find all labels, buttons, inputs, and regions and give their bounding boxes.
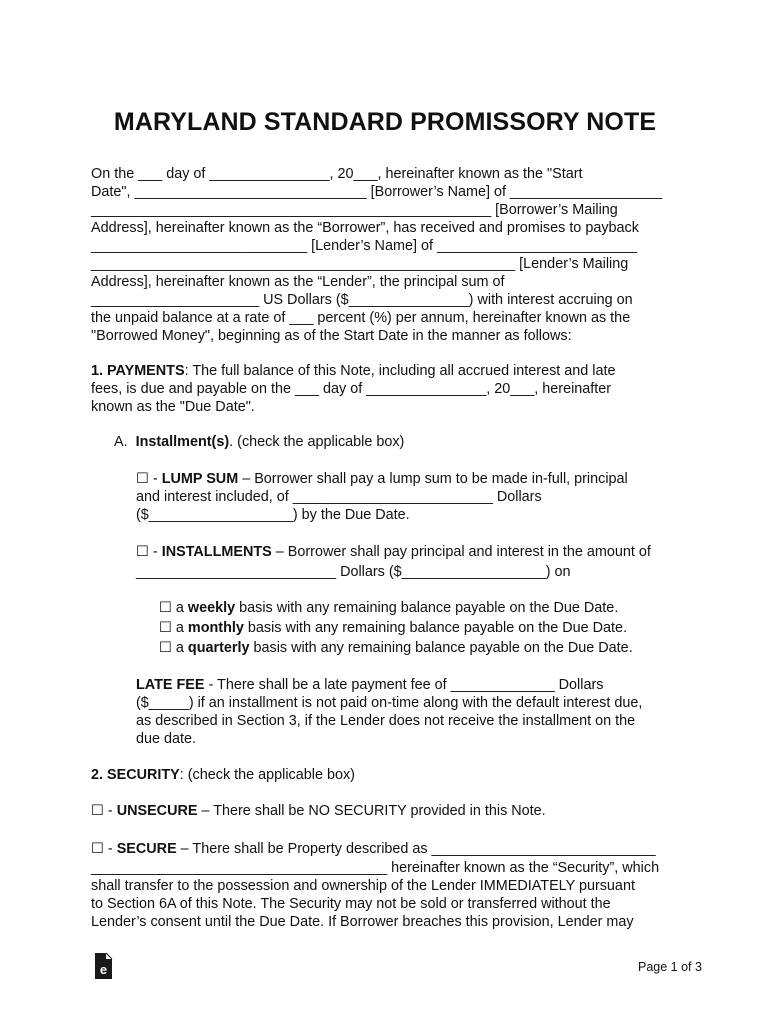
text-line-intro-8 [91, 291, 633, 309]
bold-text: SECURE [116, 841, 177, 857]
bold-text: weekly [187, 600, 236, 616]
text-line-secure-2 [91, 859, 659, 877]
text-line-late-3 [136, 712, 635, 730]
text-line-inst-1 [136, 543, 651, 561]
text-segment: Address], hereinafter known as the “Lender”, the principal sum of [91, 274, 505, 290]
text-segment: Lender’s consent until the Due Date. If Borrower breaches this provision, Lender may [91, 914, 634, 930]
text-line-lump-3 [136, 506, 410, 524]
text-segment: "Borrowed Money", beginning as of the Start Date in the manner as follows: [91, 328, 572, 344]
text-segment: basis with any remaining balance payable on the Due Date. [249, 640, 633, 656]
text-line-lump-1 [136, 470, 628, 488]
text-segment: – Borrower shall pay a lump sum to be made in-full, principal [238, 471, 628, 487]
text-line-secure-4 [91, 895, 611, 913]
text-segment: shall transfer to the possession and ownership of the Lender IMMEDIATELY pursuant [91, 878, 635, 894]
bold-text: LATE FEE [136, 677, 205, 693]
text-line-inst-2 [136, 563, 571, 581]
text-line-intro-1 [91, 165, 583, 183]
text-segment: : The full balance of this Note, including all accrued interest and late [184, 363, 616, 379]
text-segment: - There shall be a late payment fee of _____________ Dollars [204, 677, 604, 693]
text-segment: ☐ a [159, 640, 188, 656]
bold-text: quarterly [187, 640, 250, 656]
text-segment: ($__________________) by the Due Date. [136, 507, 410, 523]
bold-text: INSTALLMENTS [161, 544, 272, 560]
text-segment: _________________________ Dollars ($__________________) on [136, 564, 571, 580]
text-segment: – Borrower shall pay principal and interest in the amount of [271, 544, 651, 560]
text-segment: Address], hereinafter known as the “Borrower”, has received and promises to payback [91, 220, 639, 236]
text-segment: the unpaid balance at a rate of ___ percent (%) per annum, hereinafter known as the [91, 310, 631, 326]
eforms-logo-icon [92, 952, 114, 980]
text-line-payments-2 [91, 380, 611, 398]
text-line-payments-3 [91, 398, 255, 416]
bold-text: 1. PAYMENTS [91, 363, 185, 379]
text-segment: ☐ - [136, 544, 162, 560]
text-segment: – There shall be Property described as ____________________________ [176, 841, 656, 857]
text-line-late-4 [136, 730, 196, 748]
bold-text: Installment(s) [135, 434, 230, 450]
text-line-monthly [159, 619, 627, 637]
svg-text:e: e [99, 962, 108, 977]
text-segment: _____________________ US Dollars ($_______________) with interest accruing on [91, 292, 633, 308]
text-segment: as described in Section 3, if the Lender does not receive the installment on the [136, 713, 636, 729]
text-segment: ☐ a [159, 620, 188, 636]
bold-text: UNSECURE [116, 803, 198, 819]
text-segment: to Section 6A of this Note. The Security may not be sold or transferred without the [91, 896, 611, 912]
text-line-intro-10 [91, 327, 572, 345]
text-line-weekly [159, 599, 618, 617]
text-segment: due date. [136, 731, 197, 747]
page-number: Page 1 of 3 [638, 960, 702, 974]
text-segment: On the ___ day of _______________, 20___, hereinafter known as the "Start [91, 166, 583, 182]
text-line-lump-2 [136, 488, 542, 506]
text-line-intro-6 [91, 255, 628, 273]
text-line-intro-2 [91, 183, 662, 201]
text-segment: : (check the applicable box) [179, 767, 355, 783]
text-segment: _____________________________________ hereinafter known as the “Security”, which [91, 860, 660, 876]
text-segment: known as the "Due Date". [91, 399, 255, 415]
text-segment: ☐ a [159, 600, 188, 616]
text-segment: ☐ - [91, 803, 117, 819]
text-segment: ☐ - [91, 841, 117, 857]
text-line-unsecure [91, 802, 546, 820]
page-title: MARYLAND STANDARD PROMISSORY NOTE [113, 108, 657, 136]
text-line-security-head [91, 766, 355, 784]
text-segment: . (check the applicable box) [229, 434, 405, 450]
text-segment: fees, is due and payable on the ___ day of _______________, 20___, hereinafter [91, 381, 612, 397]
text-line-secure-5 [91, 913, 634, 931]
text-segment: ___________________________ [Lender’s Name] of _________________________ [91, 238, 638, 254]
text-line-intro-9 [91, 309, 630, 327]
text-line-late-1 [136, 676, 603, 694]
text-line-late-2 [136, 694, 642, 712]
text-segment: and interest included, of _________________________ Dollars [136, 489, 542, 505]
text-line-intro-3 [91, 201, 618, 219]
text-line-payments-1 [91, 362, 616, 380]
text-segment: __________________________________________________ [Borrower’s Mailing [91, 202, 618, 218]
text-line-secure-1 [91, 840, 656, 858]
text-segment: basis with any remaining balance payable on the Due Date. [243, 620, 628, 636]
text-segment: ☐ - [136, 471, 162, 487]
text-line-quarterly [159, 639, 633, 657]
bold-text: 2. SECURITY [91, 767, 180, 783]
text-segment: _____________________________________________________ [Lender’s Mailing [91, 256, 629, 272]
text-line-secure-3 [91, 877, 635, 895]
text-segment: Date", _____________________________ [Borrower’s Name] of ___________________ [91, 184, 663, 200]
text-line-intro-7 [91, 273, 505, 291]
text-line-intro-4 [91, 219, 639, 237]
text-segment: basis with any remaining balance payable on the Due Date. [235, 600, 619, 616]
text-segment: – There shall be NO SECURITY provided in this Note. [197, 803, 546, 819]
text-segment: A. [114, 434, 136, 450]
text-line-intro-5 [91, 237, 637, 255]
bold-text: monthly [187, 620, 244, 636]
text-segment: ($_____) if an installment is not paid on-time along with the default interest due, [136, 695, 643, 711]
bold-text: LUMP SUM [161, 471, 239, 487]
text-line-installments-head [114, 433, 404, 451]
